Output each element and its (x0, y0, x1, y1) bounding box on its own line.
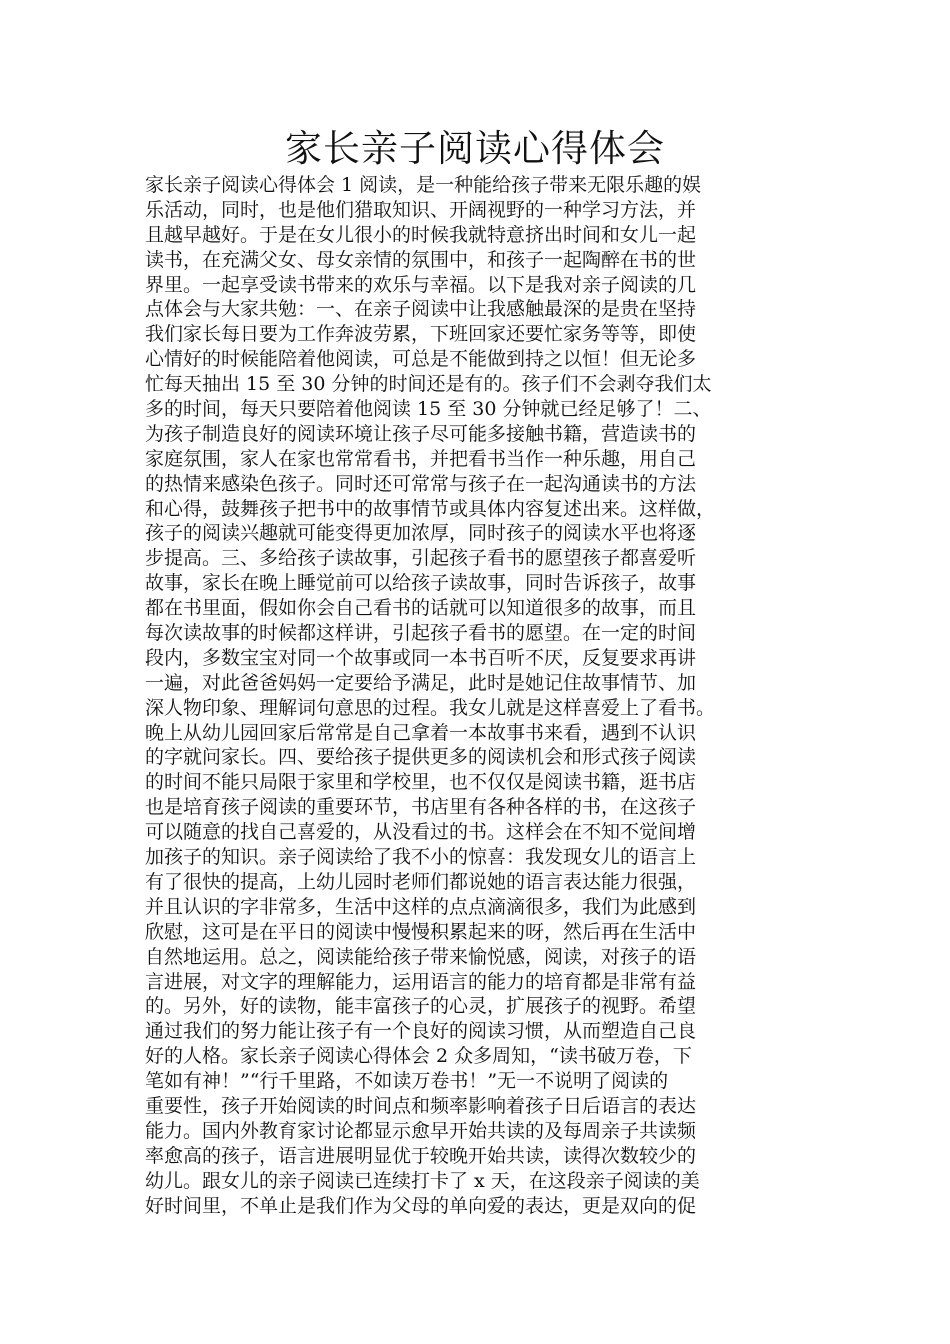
body-text-line: 率愈高的孩子，语言进展明显优于较晚开始共读，读得次数较少的 (145, 1144, 697, 1167)
body-text-line: 自然地运用。总之，阅读能给孩子带来愉悦感，阅读，对孩子的语 (145, 945, 697, 968)
body-text-line: 有了很快的提高，上幼儿园时老师们都说她的语言表达能力很强， (145, 870, 697, 893)
body-text-line: 忙每天抽出 15 至 30 分钟的时间还是有的。孩子们不会剥夺我们太 (145, 373, 712, 396)
body-text-line: 家庭氛围，家人在家也常常看书，并把看书当作一种乐趣，用自己 (145, 447, 697, 470)
body-text-line: 多的时间，每天只要陪着他阅读 15 至 30 分钟就已经足够了！二、 (145, 398, 712, 421)
body-text-line: 可以随意的找自己喜爱的，从没看过的书。这样会在不知不觉间增 (145, 821, 697, 844)
body-text-line: 为孩子制造良好的阅读环境让孩子尽可能多接触书籍，营造读书的 (145, 422, 697, 445)
body-text-line: 段内，多数宝宝对同一个故事或同一本书百听不厌，反复要求再讲 (145, 646, 697, 669)
body-text-line: 孩子的阅读兴趣就可能变得更加浓厚，同时孩子的阅读水平也将逐 (145, 522, 697, 545)
body-text-line: 通过我们的努力能让孩子有一个良好的阅读习惯，从而塑造自己良 (145, 1020, 697, 1043)
body-text-line: 幼儿。跟女儿的亲子阅读已连续打卡了 x 天，在这段亲子阅读的美 (145, 1169, 700, 1192)
body-text-line: 的时间不能只局限于家里和学校里，也不仅仅是阅读书籍，逛书店 (145, 771, 697, 794)
body-text-line: 好的人格。家长亲子阅读心得体会 2 众多周知，“读书破万卷，下 (145, 1045, 692, 1068)
body-text-line: 界里。一起享受读书带来的欢乐与幸福。以下是我对亲子阅读的几 (145, 273, 697, 296)
body-text-line: 每次读故事的时候都这样讲，引起孩子看书的愿望。在一定的时间 (145, 622, 697, 645)
body-text-line: 能力。国内外教育家讨论都显示愈早开始共读的及每周亲子共读频 (145, 1119, 697, 1142)
body-text-line: 的。另外，好的读物，能丰富孩子的心灵，扩展孩子的视野。希望 (145, 995, 697, 1018)
body-text-line: 并且认识的字非常多，生活中这样的点点滴滴很多，我们为此感到 (145, 895, 697, 918)
body-text-line: 的热情来感染色孩子。同时还可常常与孩子在一起沟通读书的方法 (145, 472, 697, 495)
body-text-line: 家长亲子阅读心得体会 1 阅读，是一种能给孩子带来无限乐趣的娱 (145, 174, 702, 196)
body-text-line: 欣慰，这可是在平日的阅读中慢慢积累起来的呀，然后再在生活中 (145, 920, 697, 943)
body-text-line: 我们家长每日要为工作奔波劳累，下班回家还要忙家务等等，即使 (145, 323, 697, 346)
body-text-line: 重要性，孩子开始阅读的时间点和频率影响着孩子日后语言的表达 (145, 1094, 697, 1117)
body-text-line: 言进展，对文字的理解能力，运用语言的能力的培育都是非常有益 (145, 970, 697, 993)
body-text-line: 加孩子的知识。亲子阅读给了我不小的惊喜：我发现女儿的语言上 (145, 846, 697, 869)
body-text-line: 且越早越好。于是在女儿很小的时候我就特意挤出时间和女儿一起 (145, 223, 697, 246)
body-text-line: 心情好的时候能陪着他阅读，可总是不能做到持之以恒！但无论多 (145, 348, 697, 371)
body-text-line: 都在书里面，假如你会自己看书的话就可以知道很多的故事，而且 (145, 597, 697, 620)
body-text-line: 点体会与大家共勉：一、在亲子阅读中让我感触最深的是贵在坚持 (145, 298, 697, 321)
body-text-line: 晚上从幼儿园回家后常常是自己拿着一本故事书来看，遇到不认识 (145, 721, 697, 744)
body-text-line: 故事，家长在晚上睡觉前可以给孩子读故事，同时告诉孩子，故事 (145, 572, 697, 595)
body-text-line: 的字就问家长。四、要给孩子提供更多的阅读机会和形式孩子阅读 (145, 746, 697, 769)
body-text-line: 读书，在充满父女、母女亲情的氛围中，和孩子一起陶醉在书的世 (145, 248, 697, 271)
body-text-line: 乐活动，同时，也是他们猎取知识、开阔视野的一种学习方法，并 (145, 198, 697, 221)
document-body (145, 173, 817, 1218)
body-text-line: 好时间里，不单止是我们作为父母的单向爱的表达，更是双向的促 (145, 1194, 697, 1217)
document-title: 家长亲子阅读心得体会 (285, 127, 665, 170)
body-text-line: 也是培育孩子阅读的重要环节，书店里有各种各样的书，在这孩子 (145, 796, 697, 819)
body-text-line: 笔如有神！”“行千里路，不如读万卷书！”无一不说明了阅读的 (145, 1070, 669, 1093)
body-text-line: 步提高。三、多给孩子读故事，引起孩子看书的愿望孩子都喜爱听 (145, 547, 697, 570)
body-text-line: 深人物印象、理解词句意思的过程。我女儿就是这样喜爱上了看书。 (145, 696, 716, 719)
body-text-line: 一遍，对此爸爸妈妈一定要给予满足，此时是她记住故事情节、加 (145, 671, 697, 694)
body-text-line: 和心得，鼓舞孩子把书中的故事情节或具体内容复述出来。这样做， (145, 497, 716, 520)
